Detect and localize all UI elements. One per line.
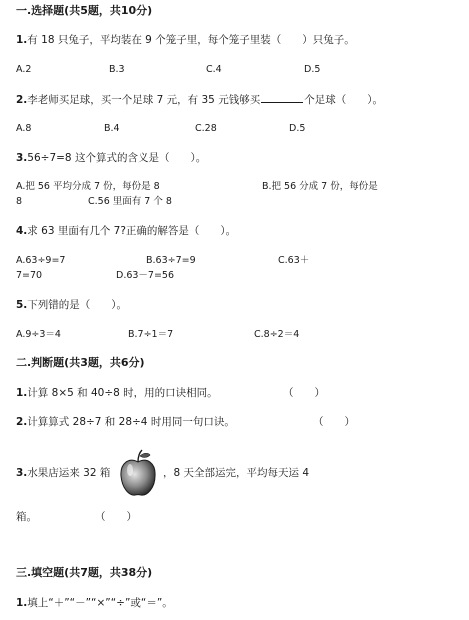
question-text: 填上“＋”“－”“×”“÷”或“＝”。: [27, 597, 173, 609]
question-number: 1.: [16, 34, 28, 46]
question-text: 56÷7=8 这个算式的含义是（ ）。: [27, 152, 207, 164]
question-number: 4.: [16, 225, 28, 237]
question-text: 计算算式 28÷7 和 28÷4 时用同一句口诀。: [27, 416, 235, 428]
section-title-judgment: 二.判断题(共3题，共6分): [16, 356, 145, 369]
answer-paren[interactable]: （ ）: [283, 387, 325, 399]
judgment-3-line2: 箱。: [16, 511, 37, 523]
option-d: D.5: [289, 123, 306, 134]
apple-icon: [119, 449, 157, 497]
option-a: A.把 56 平均分成 7 份，每份是 8: [16, 181, 160, 192]
option-c: C.56 里面有 7 个 8: [88, 196, 172, 207]
option-d: D.5: [304, 64, 321, 75]
judgment-3: [16, 466, 110, 480]
question-3: [16, 151, 206, 165]
question-number: 2.: [16, 416, 28, 428]
option-c: C.28: [195, 123, 217, 134]
option-b-continued: 8: [16, 196, 23, 207]
answer-paren[interactable]: （ ）: [313, 416, 355, 428]
section-title-choice: 一.选择题(共5题，共10分): [16, 4, 153, 17]
question-2: [16, 92, 383, 107]
question-number: 5.: [16, 299, 28, 311]
answer-paren[interactable]: （ ）: [95, 511, 137, 523]
judgment-3-tail: ，8 天全部运完，平均每天运 4: [163, 467, 310, 479]
question-text: 求 63 里面有几个 7?正确的解答是（ ）。: [27, 225, 237, 237]
option-c: C.8÷2＝4: [254, 329, 300, 340]
option-c: C.4: [206, 64, 222, 75]
option-c: C.63＋: [278, 255, 310, 266]
judgment-1: [16, 386, 218, 400]
option-b: B.把 56 分成 7 份，每份是: [262, 181, 378, 192]
question-text: 下列错的是（ ）。: [27, 299, 128, 311]
option-d: D.63－7=56: [116, 270, 175, 281]
fill-1: [16, 596, 173, 610]
question-4: [16, 224, 236, 238]
option-a: A.9÷3＝4: [16, 329, 61, 340]
option-a: A.63÷9=7: [16, 255, 66, 266]
option-a: A.8: [16, 123, 32, 134]
option-b: B.4: [104, 123, 120, 134]
section-title-fill-blank: 三.填空题(共7题，共38分): [16, 566, 153, 579]
question-text: 有 18 只兔子，平均装在 9 个笼子里，每个笼子里装（ ）只兔子。: [27, 34, 355, 46]
question-text: 李老师买足球，买一个足球 7 元，有 35 元钱够买: [27, 94, 261, 106]
question-text: 水果店运来 32 箱: [27, 467, 111, 479]
option-c-continued: 7=70: [16, 270, 43, 281]
question-number: 1.: [16, 597, 28, 609]
option-b: B.3: [109, 64, 125, 75]
question-5: [16, 298, 127, 312]
question-1: [16, 33, 355, 47]
answer-blank[interactable]: [261, 92, 303, 103]
option-b: B.63÷7=9: [146, 255, 196, 266]
question-text-tail: 个足球（ ）。: [304, 94, 383, 106]
option-a: A.2: [16, 64, 32, 75]
question-number: 3.: [16, 152, 28, 164]
judgment-2: [16, 415, 235, 429]
option-b: B.7÷1＝7: [128, 329, 174, 340]
question-number: 2.: [16, 94, 28, 106]
question-number: 1.: [16, 387, 28, 399]
question-text: 计算 8×5 和 40÷8 时，用的口诀相同。: [27, 387, 218, 399]
question-number: 3.: [16, 467, 28, 479]
